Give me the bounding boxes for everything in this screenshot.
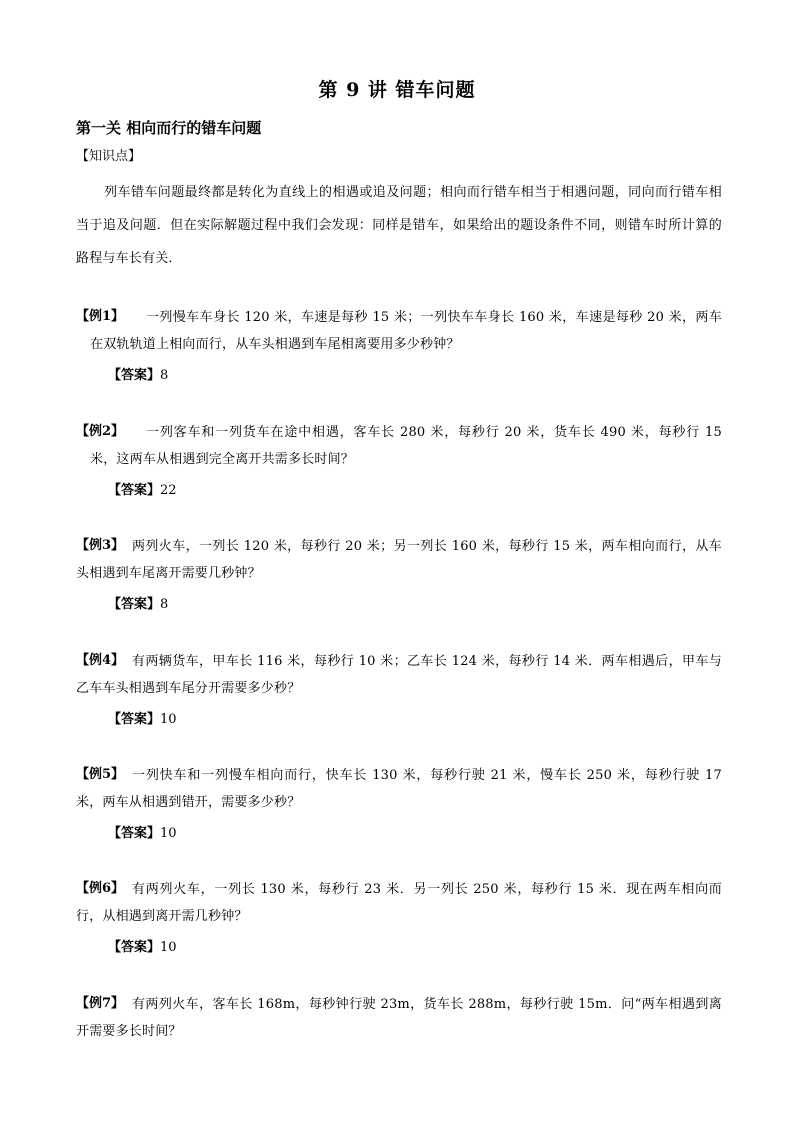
example-question: 有两列火车，客车长 168m，每秒钟行驶 23m，货车长 288m，每秒行驶 15m．问“两车相遇到离开需要多长时间？ (76, 997, 722, 1039)
example-7 (76, 991, 722, 1045)
example-5 (76, 762, 722, 844)
example-label: 【例6】 (76, 881, 125, 896)
example-label: 【例7】 (76, 996, 125, 1011)
example-question: 有两辆货车，甲车长 116 米，每秒行 10 米；乙车长 124 米，每秒行 14 米．两车相遇后，甲车与乙车车头相遇到车尾分开需要多少秒？ (76, 654, 722, 696)
answer-value: 22 (160, 483, 177, 498)
knowledge-point-text: 列车错车问题最终都是转化为直线上的相遇或追及问题；相向而行错车相当于相遇问题，同向而行错车相当于追及问题．但在实际解题过程中我们会发现：同样是错车，如果给出的题设条件不同，则错车时所计算的路程与车长有关． (76, 185, 722, 266)
example-answer (108, 938, 722, 958)
example-2 (76, 419, 722, 501)
answer-value: 10 (160, 712, 177, 727)
answer-label: 【答案】 (108, 826, 161, 841)
example-answer (108, 481, 722, 501)
example-label: 【例3】 (76, 538, 125, 553)
example-question: 两列火车，一列长 120 米，每秒行 20 米；另一列长 160 米，每秒行 15 米，两车相向而行，从车头相遇到车尾离开需要几秒钟？ (76, 539, 722, 581)
example-answer (108, 824, 722, 844)
answer-label: 【答案】 (108, 712, 161, 727)
example-answer (108, 366, 722, 386)
example-label: 【例5】 (76, 767, 125, 782)
example-3 (76, 533, 722, 615)
example-1 (76, 304, 722, 386)
answer-label: 【答案】 (108, 597, 161, 612)
example-answer (108, 595, 722, 615)
answer-value: 10 (160, 826, 177, 841)
example-question: 一列客车和一列货车在途中相遇，客车长 280 米，每秒行 20 米，货车长 490 米，每秒行 15 米，这两车从相遇到完全离开共需多长时间？ (90, 425, 722, 467)
answer-value: 8 (160, 597, 169, 612)
answer-value: 8 (160, 368, 169, 383)
answer-label: 【答案】 (108, 368, 161, 383)
example-answer (108, 710, 722, 730)
knowledge-point-label: 【知识点】 (76, 149, 142, 164)
example-6 (76, 876, 722, 958)
lesson-title: 第 9 讲 错车问题 (318, 79, 476, 101)
example-question: 一列慢车车身长 120 米，车速是每秒 15 米；一列快车车身长 160 米，车速是每秒 20 米，两车在双轨轨道上相向而行，从车头相遇到车尾相离要用多少秒钟？ (90, 310, 722, 352)
example-label: 【例4】 (76, 653, 125, 668)
example-question: 一列快车和一列慢车相向而行，快车长 130 米，每秒行驶 21 米，慢车长 250 米，每秒行驶 17 米，两车从相遇到错开，需要多少秒？ (76, 768, 722, 810)
example-4 (76, 648, 722, 730)
section-title: 第一关 相向而行的错车问题 (76, 119, 262, 137)
answer-value: 10 (160, 940, 177, 955)
answer-label: 【答案】 (108, 483, 161, 498)
answer-label: 【答案】 (108, 940, 161, 955)
example-question: 有两列火车，一列长 130 米，每秒行 23 米．另一列长 250 米，每秒行 15 米．现在两车相向而行，从相遇到离开需几秒钟？ (76, 882, 722, 924)
example-label: 【例2】 (76, 424, 125, 439)
example-label: 【例1】 (76, 309, 125, 324)
